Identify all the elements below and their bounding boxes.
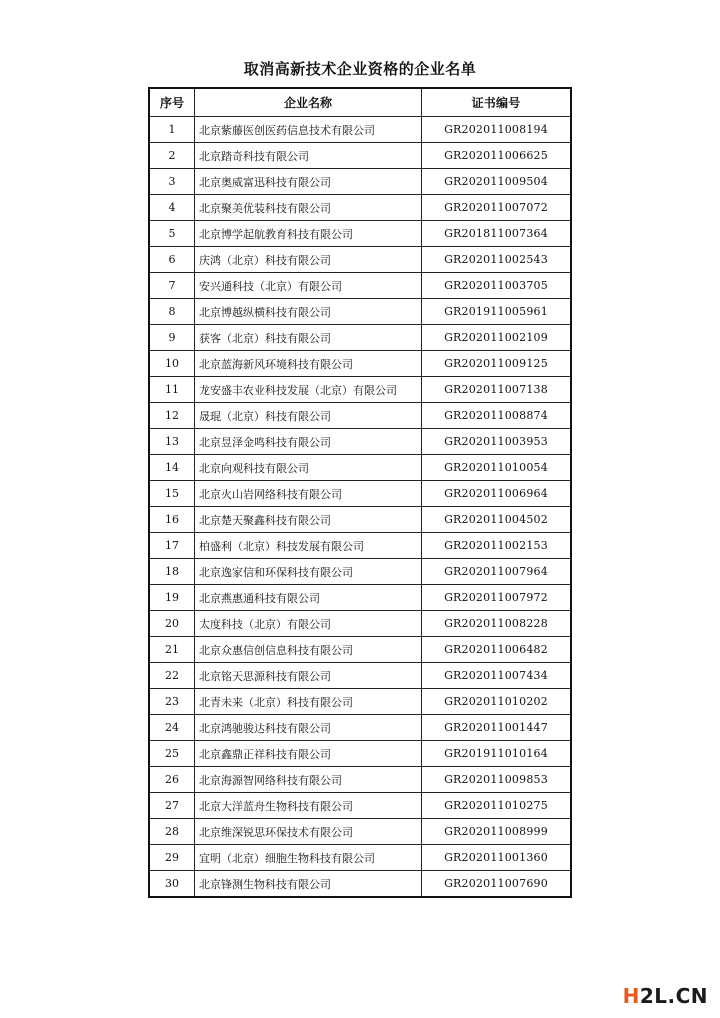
site-watermark-logo xyxy=(623,984,708,1008)
company-name-cell: 柏盛利（北京）科技发展有限公司 xyxy=(195,533,422,559)
row-number-cell: 18 xyxy=(149,559,195,585)
certificate-number-cell: GR202011007972 xyxy=(422,585,572,611)
table-row xyxy=(149,793,571,819)
row-number-cell: 10 xyxy=(149,351,195,377)
certificate-number-cell: GR202011006625 xyxy=(422,143,572,169)
table-row xyxy=(149,351,571,377)
certificate-number-cell: GR202011008228 xyxy=(422,611,572,637)
certificate-number-cell: GR202011010054 xyxy=(422,455,572,481)
column-header-number: 序号 xyxy=(149,88,195,117)
table-row xyxy=(149,559,571,585)
row-number-cell: 21 xyxy=(149,637,195,663)
certificate-number-cell: GR202011008874 xyxy=(422,403,572,429)
company-name-cell: 北京聚美优装科技有限公司 xyxy=(195,195,422,221)
row-number-cell: 24 xyxy=(149,715,195,741)
company-name-cell: 北京众惠信创信息科技有限公司 xyxy=(195,637,422,663)
company-name-cell: 北京火山岩网络科技有限公司 xyxy=(195,481,422,507)
company-name-cell: 北京大洋蓝舟生物科技有限公司 xyxy=(195,793,422,819)
table-row xyxy=(149,221,571,247)
company-name-cell: 龙安盛丰农业科技发展（北京）有限公司 xyxy=(195,377,422,403)
table-row xyxy=(149,325,571,351)
company-name-cell: 安兴通科技（北京）有限公司 xyxy=(195,273,422,299)
row-number-cell: 30 xyxy=(149,871,195,898)
column-header-company-name: 企业名称 xyxy=(195,88,422,117)
table-row xyxy=(149,143,571,169)
row-number-cell: 15 xyxy=(149,481,195,507)
company-name-cell: 北京紫藤医创医药信息技术有限公司 xyxy=(195,117,422,143)
row-number-cell: 28 xyxy=(149,819,195,845)
row-number-cell: 16 xyxy=(149,507,195,533)
table-row xyxy=(149,741,571,767)
certificate-number-cell: GR202011003705 xyxy=(422,273,572,299)
table-row xyxy=(149,273,571,299)
table-header-row xyxy=(149,88,571,117)
certificate-number-cell: GR202011007434 xyxy=(422,663,572,689)
company-name-cell: 北京向观科技有限公司 xyxy=(195,455,422,481)
company-name-cell: 晟琨（北京）科技有限公司 xyxy=(195,403,422,429)
certificate-number-cell: GR202011002109 xyxy=(422,325,572,351)
table-row xyxy=(149,455,571,481)
company-name-cell: 北京逸家信和环保科技有限公司 xyxy=(195,559,422,585)
company-name-cell: 北京博越纵横科技有限公司 xyxy=(195,299,422,325)
table-row xyxy=(149,585,571,611)
table-row xyxy=(149,481,571,507)
certificate-number-cell: GR202011007138 xyxy=(422,377,572,403)
company-list-table xyxy=(148,87,572,898)
row-number-cell: 14 xyxy=(149,455,195,481)
certificate-number-cell: GR202011002543 xyxy=(422,247,572,273)
column-header-certificate-number: 证书编号 xyxy=(422,88,572,117)
company-name-cell: 北京鸿驰骏达科技有限公司 xyxy=(195,715,422,741)
certificate-number-cell: GR202011007690 xyxy=(422,871,572,898)
row-number-cell: 8 xyxy=(149,299,195,325)
company-name-cell: 北京踏奇科技有限公司 xyxy=(195,143,422,169)
certificate-number-cell: GR202011009504 xyxy=(422,169,572,195)
table-row xyxy=(149,403,571,429)
certificate-number-cell: GR202011002153 xyxy=(422,533,572,559)
company-name-cell: 北京博学起航教育科技有限公司 xyxy=(195,221,422,247)
table-row xyxy=(149,871,571,898)
certificate-number-cell: GR201911005961 xyxy=(422,299,572,325)
company-name-cell: 获客（北京）科技有限公司 xyxy=(195,325,422,351)
company-name-cell: 太度科技（北京）有限公司 xyxy=(195,611,422,637)
watermark-domain-text: 2L.CN xyxy=(639,984,708,1008)
certificate-number-cell: GR202011008999 xyxy=(422,819,572,845)
row-number-cell: 1 xyxy=(149,117,195,143)
company-name-cell: 北京奥威富迅科技有限公司 xyxy=(195,169,422,195)
row-number-cell: 22 xyxy=(149,663,195,689)
company-name-cell: 庆鸿（北京）科技有限公司 xyxy=(195,247,422,273)
row-number-cell: 2 xyxy=(149,143,195,169)
row-number-cell: 11 xyxy=(149,377,195,403)
row-number-cell: 4 xyxy=(149,195,195,221)
company-name-cell: 北京楚天聚鑫科技有限公司 xyxy=(195,507,422,533)
certificate-number-cell: GR202011009853 xyxy=(422,767,572,793)
certificate-number-cell: GR202011007964 xyxy=(422,559,572,585)
row-number-cell: 26 xyxy=(149,767,195,793)
row-number-cell: 25 xyxy=(149,741,195,767)
row-number-cell: 20 xyxy=(149,611,195,637)
table-row xyxy=(149,845,571,871)
certificate-number-cell: GR202011009125 xyxy=(422,351,572,377)
company-name-cell: 北京维深锐思环保技术有限公司 xyxy=(195,819,422,845)
table-row xyxy=(149,611,571,637)
row-number-cell: 17 xyxy=(149,533,195,559)
row-number-cell: 3 xyxy=(149,169,195,195)
certificate-number-cell: GR202011004502 xyxy=(422,507,572,533)
table-body xyxy=(149,117,571,898)
certificate-number-cell: GR202011010275 xyxy=(422,793,572,819)
certificate-number-cell: GR202011006482 xyxy=(422,637,572,663)
row-number-cell: 29 xyxy=(149,845,195,871)
table-row xyxy=(149,819,571,845)
company-name-cell: 北京锋测生物科技有限公司 xyxy=(195,871,422,898)
certificate-number-cell: GR202011010202 xyxy=(422,689,572,715)
company-name-cell: 北青未来（北京）科技有限公司 xyxy=(195,689,422,715)
company-name-cell: 北京铭天思源科技有限公司 xyxy=(195,663,422,689)
certificate-number-cell: GR202011008194 xyxy=(422,117,572,143)
table-row xyxy=(149,767,571,793)
row-number-cell: 6 xyxy=(149,247,195,273)
table-row xyxy=(149,715,571,741)
company-name-cell: 北京海源智网络科技有限公司 xyxy=(195,767,422,793)
table-row xyxy=(149,663,571,689)
certificate-number-cell: GR202011001360 xyxy=(422,845,572,871)
row-number-cell: 19 xyxy=(149,585,195,611)
row-number-cell: 5 xyxy=(149,221,195,247)
company-name-cell: 北京燕惠通科技有限公司 xyxy=(195,585,422,611)
table-row xyxy=(149,247,571,273)
row-number-cell: 7 xyxy=(149,273,195,299)
certificate-number-cell: GR202011006964 xyxy=(422,481,572,507)
row-number-cell: 13 xyxy=(149,429,195,455)
table-row xyxy=(149,299,571,325)
table-row xyxy=(149,689,571,715)
table-row xyxy=(149,637,571,663)
table-row xyxy=(149,507,571,533)
certificate-number-cell: GR202011001447 xyxy=(422,715,572,741)
table-row xyxy=(149,429,571,455)
row-number-cell: 9 xyxy=(149,325,195,351)
table-row xyxy=(149,533,571,559)
certificate-number-cell: GR202011007072 xyxy=(422,195,572,221)
company-name-cell: 北京蓝海新风环境科技有限公司 xyxy=(195,351,422,377)
document-title: 取消高新技术企业资格的企业名单 xyxy=(243,60,477,78)
row-number-cell: 27 xyxy=(149,793,195,819)
table-row xyxy=(149,117,571,143)
watermark-accent-letter: H xyxy=(622,984,640,1008)
company-name-cell: 北京昱泽金鸣科技有限公司 xyxy=(195,429,422,455)
company-name-cell: 北京鑫鼎正祥科技有限公司 xyxy=(195,741,422,767)
row-number-cell: 12 xyxy=(149,403,195,429)
certificate-number-cell: GR201811007364 xyxy=(422,221,572,247)
certificate-number-cell: GR201911010164 xyxy=(422,741,572,767)
table-row xyxy=(149,169,571,195)
company-name-cell: 宜明（北京）细胞生物科技有限公司 xyxy=(195,845,422,871)
certificate-number-cell: GR202011003953 xyxy=(422,429,572,455)
table-row xyxy=(149,377,571,403)
row-number-cell: 23 xyxy=(149,689,195,715)
table-row xyxy=(149,195,571,221)
